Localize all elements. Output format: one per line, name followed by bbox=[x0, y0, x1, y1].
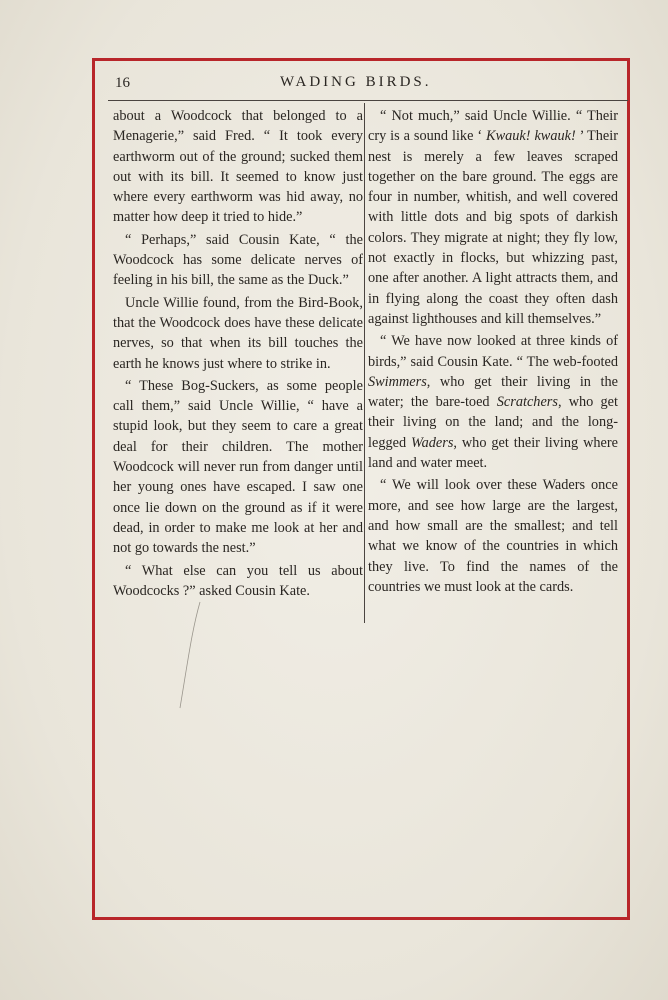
pencil-mark bbox=[170, 600, 210, 710]
paragraph: “ Perhaps,” said Cousin Kate, “ the Woodcock has some delicate nerves of feeling in his bill, the same as the Duck.” bbox=[113, 231, 363, 289]
bird-call-italic: Kwauk! kwauk! bbox=[486, 128, 576, 145]
paragraph: about a Woodcock that belonged to a Menagerie,” said Fred. “ It took every earthworm out of the ground; sucked them out with its bill. It seemed to know just where every earthworm was hid away, no matter how deep it tried to hide.” bbox=[113, 108, 363, 226]
page-number: 16 bbox=[115, 75, 130, 91]
right-column bbox=[368, 106, 618, 599]
text-run: “ We have now looked at three kinds of birds,” said Cousin Kate. “ The web-footed bbox=[368, 333, 618, 370]
header-rule bbox=[108, 100, 628, 101]
text-run: , who get their living in the water; the bare-toed bbox=[368, 373, 618, 411]
text-run: , who get their living on the land; and the long-legged bbox=[368, 394, 619, 451]
swimmers-italic: Swimmers bbox=[368, 373, 427, 390]
text-run: ’ Their nest is merely a few leaves scraped together on the bare ground. The eggs are four in number, whitish, and well covered with little dots and big spots of darkish colors. They migrate at night; they fly low, not exactly in flocks, but whizzing past, one after another. A light attracts them, and in flying along the coast they often dash against lighthouses and kill themselves.” bbox=[368, 128, 618, 327]
text-run: , who get their living where land and water meet. bbox=[368, 434, 618, 472]
paragraph: “ We will look over these Waders once more, and see how large are the largest, and how small are the smallest; and tell what we know of the countries in which they live. To find the names of the countries we must look at the cards. bbox=[368, 477, 618, 595]
waders-italic: Waders bbox=[411, 434, 454, 451]
paragraph bbox=[368, 331, 618, 473]
column-divider bbox=[364, 103, 365, 623]
page-header bbox=[112, 71, 632, 97]
running-title: WADING BIRDS. bbox=[280, 74, 432, 90]
paragraph: “ What else can you tell us about Woodcocks ?” asked Cousin Kate. bbox=[113, 562, 363, 599]
left-column bbox=[113, 106, 363, 603]
scratchers-italic: Scratchers bbox=[496, 394, 558, 411]
paragraph: “ These Bog-Suckers, as some people call them,” said Uncle Willie, “ have a stupid look, but they seem to care a great deal for their children. The mother Woodcock will never run from danger until her young ones have escaped. I saw one once lie down on the ground as if it were dead, in order to make me look at her and not go towards the nest.” bbox=[113, 377, 363, 557]
text-run: “ Not much,” said Uncle Willie. “ Their cry is a sound like ‘ bbox=[368, 108, 618, 145]
paragraph bbox=[368, 106, 618, 329]
paragraph: Uncle Willie found, from the Bird-Book, that the Woodcock does have these delicate nerves, so that when its bill touches the earth he knows just where to strike in. bbox=[113, 294, 363, 372]
